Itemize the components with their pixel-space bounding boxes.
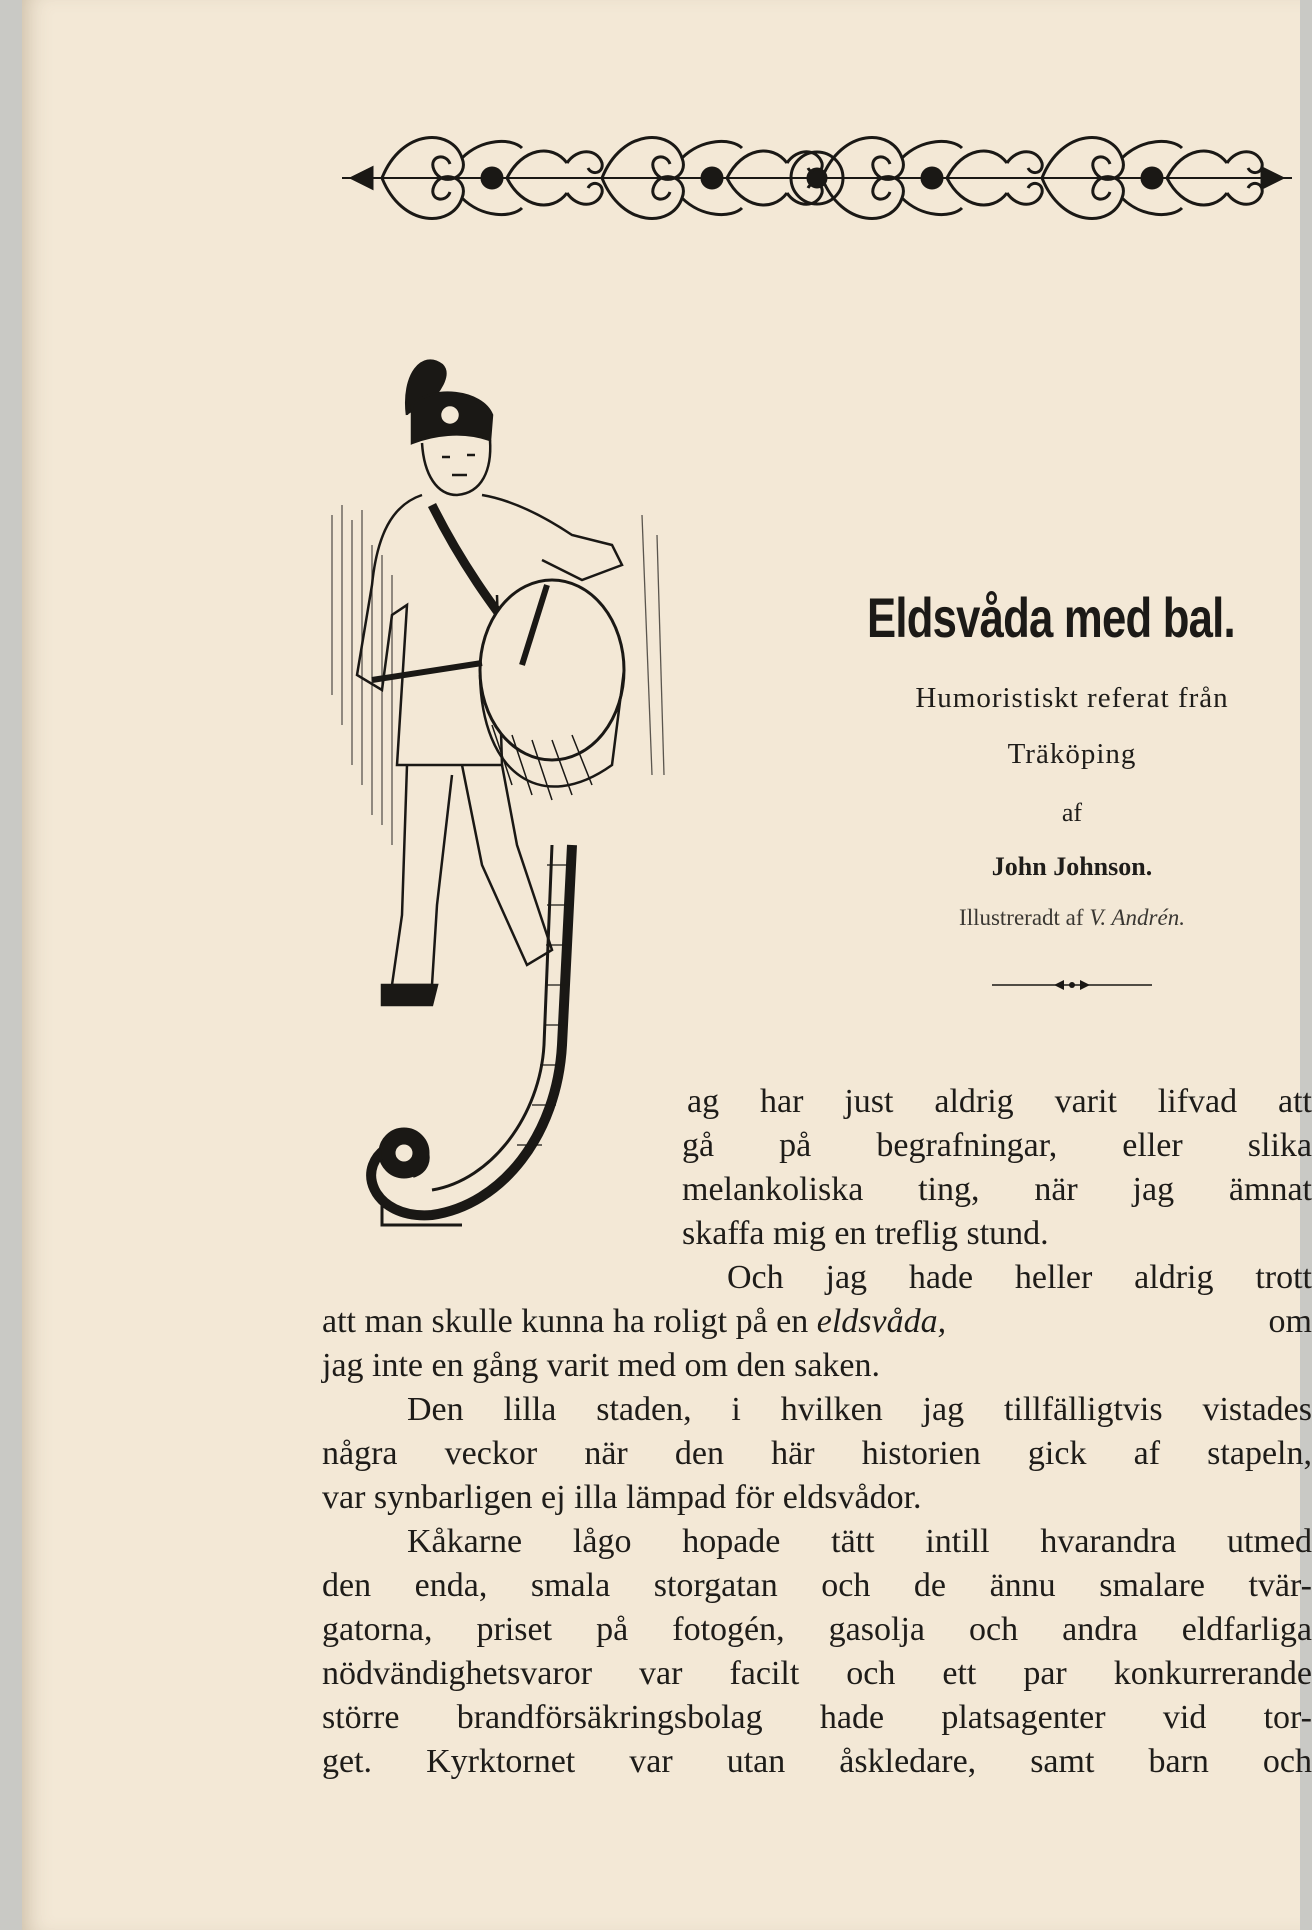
illustrator-credit (842, 905, 1302, 931)
text-line-11: Kåkarne lågo hopade tätt intill hvarandra utmed (407, 1523, 1312, 1560)
divider-rule-icon (992, 978, 1152, 992)
author-prefix: af (1061, 798, 1083, 827)
text-line-16: get. Kyrktornet var utan åskledare, samt barn och (322, 1743, 1312, 1780)
text-line-6-italic: eldsvåda, (816, 1303, 947, 1340)
text-line-6-main: att man skulle kunna ha roligt på en (322, 1303, 809, 1340)
text-line-10: var synbarligen ej illa lämpad för eldsvådor. (322, 1479, 922, 1516)
text-line-8: Den lilla staden, i hvilken jag tillfälligtvis vistades (407, 1391, 1312, 1428)
text-line-6-end: om (1268, 1303, 1312, 1340)
author-name: John Johnson. (991, 852, 1153, 881)
text-line-6 (322, 1300, 1312, 1344)
text-line-13: gatorna, priset på fotogén, gasolja och andra eldfarliga (322, 1611, 1312, 1648)
illustrator-prefix: Illustreradt af (959, 905, 1084, 930)
subtitle-line-2: Träköping (1007, 738, 1137, 770)
ornamental-header-icon (342, 118, 1292, 238)
text-line-3: melankoliska ting, när jag ämnat (682, 1171, 1312, 1208)
subtitle-line-1: Humoristiskt referat från (915, 682, 1229, 714)
book-page (22, 0, 1312, 1930)
text-line-9: några veckor när den här historien gick af stapeln, (322, 1435, 1312, 1472)
drummer-illustration-icon (312, 345, 732, 1255)
text-line-14: nödvändighetsvaror var facilt och ett par konkurrerande (322, 1655, 1312, 1692)
article-title: Eldsvåda med bal. (867, 586, 1235, 649)
illustrator-name: V. Andrén. (1089, 905, 1185, 930)
text-line-7: jag inte en gång varit med om den saken. (322, 1347, 880, 1384)
text-line-1: ag har just aldrig varit lifvad att (687, 1083, 1312, 1120)
text-line-15: större brandförsäkringsbolag hade platsagenter vid tor- (322, 1699, 1312, 1736)
text-line-5: Och jag hade heller aldrig trott (727, 1259, 1312, 1296)
text-line-4: skaffa mig en treflig stund. (682, 1215, 1049, 1252)
text-line-12: den enda, smala storgatan och de ännu smalare tvär- (322, 1567, 1312, 1604)
text-line-2: gå på begrafningar, eller slika (682, 1127, 1312, 1164)
